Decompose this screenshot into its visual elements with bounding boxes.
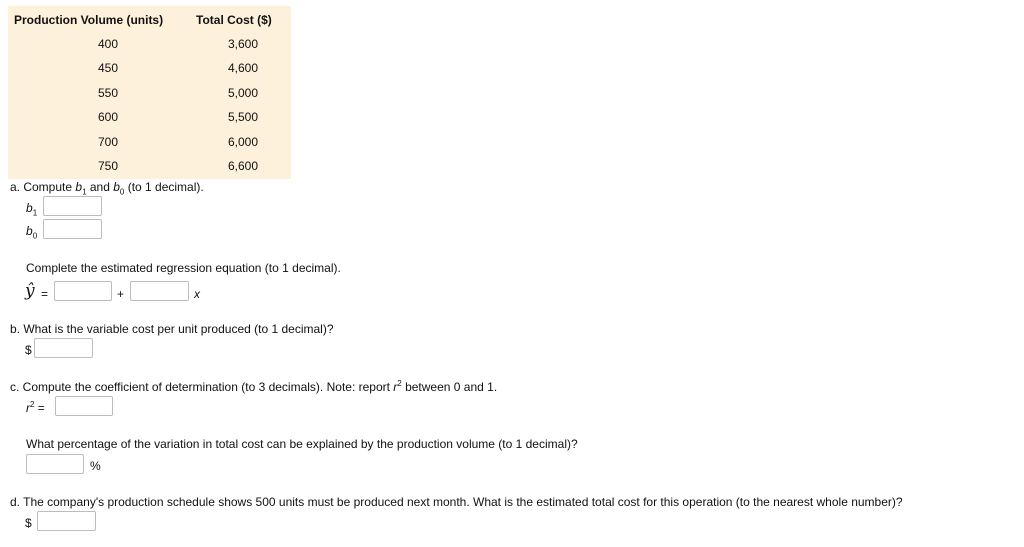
table-cell: 6,000 xyxy=(227,135,259,149)
regression-equation-prompt: Complete the estimated regression equation (to 1 decimal). xyxy=(26,261,341,275)
b0-subscript: 0 xyxy=(119,187,125,197)
percent-sign: % xyxy=(90,459,101,473)
table-cell: 600 xyxy=(97,110,119,124)
r-superscript: 2 xyxy=(397,379,402,388)
table-cell: 450 xyxy=(97,61,119,75)
table-cell: 700 xyxy=(97,135,119,149)
part-a-question xyxy=(10,180,204,196)
r2-input[interactable] xyxy=(55,396,113,416)
table-cell: 750 xyxy=(97,159,119,173)
part-d-question: d. The company's production schedule shows 500 units must be produced next month. What is the estimated total cost for this operation (to the nearest whole number)? xyxy=(10,495,903,509)
table-cell: 4,600 xyxy=(227,61,259,75)
table-cell: 6,600 xyxy=(227,159,259,173)
data-table xyxy=(8,6,291,179)
equation-plus: + xyxy=(117,287,125,301)
table-cell: 3,600 xyxy=(227,37,259,51)
table-cell: 5,000 xyxy=(227,86,259,100)
percent-variation-question: What percentage of the variation in total cost can be explained by the production volume (to 1 decimal)? xyxy=(26,437,578,451)
slope-input[interactable] xyxy=(130,281,189,301)
part-a-suffix: (to 1 decimal). xyxy=(124,180,204,194)
intercept-input[interactable] xyxy=(54,281,112,301)
part-c-suffix: between 0 and 1. xyxy=(401,380,498,394)
header-production-volume: Production Volume (units) xyxy=(14,13,164,27)
table-cell: 5,500 xyxy=(227,110,259,124)
part-c-prefix: c. Compute the coefficient of determination (to 3 decimals). Note: report xyxy=(10,380,394,394)
r-symbol: r xyxy=(393,380,398,394)
equation-x: x xyxy=(194,287,200,301)
table-cell: 550 xyxy=(97,86,119,100)
and-word: and xyxy=(86,180,114,194)
variable-cost-input[interactable] xyxy=(34,338,93,358)
b1-subscript: 1 xyxy=(82,187,87,197)
b1-symbol: b xyxy=(75,180,83,194)
percent-variation-input[interactable] xyxy=(26,454,84,474)
b0-symbol: b xyxy=(113,180,120,194)
header-total-cost: Total Cost ($) xyxy=(196,13,272,27)
equation-equals: = xyxy=(41,287,49,301)
b1-label: $b_1$ xyxy=(26,201,38,218)
part-a-prefix: a. Compute xyxy=(10,180,76,194)
b0-input[interactable] xyxy=(43,219,102,239)
b0-label: $b_0$ xyxy=(26,224,38,241)
b1-input[interactable] xyxy=(43,196,102,216)
part-b-question: b. What is the variable cost per unit produced (to 1 decimal)? xyxy=(10,322,334,336)
estimated-total-cost-input[interactable] xyxy=(37,511,96,531)
part-b-dollar: $ xyxy=(25,343,32,357)
part-d-dollar: $ xyxy=(25,516,32,530)
r2-label: $r^2$ = xyxy=(26,400,45,415)
part-c-question xyxy=(10,379,497,394)
y-hat-symbol: ŷ xyxy=(25,281,35,301)
table-cell: 400 xyxy=(97,37,119,51)
